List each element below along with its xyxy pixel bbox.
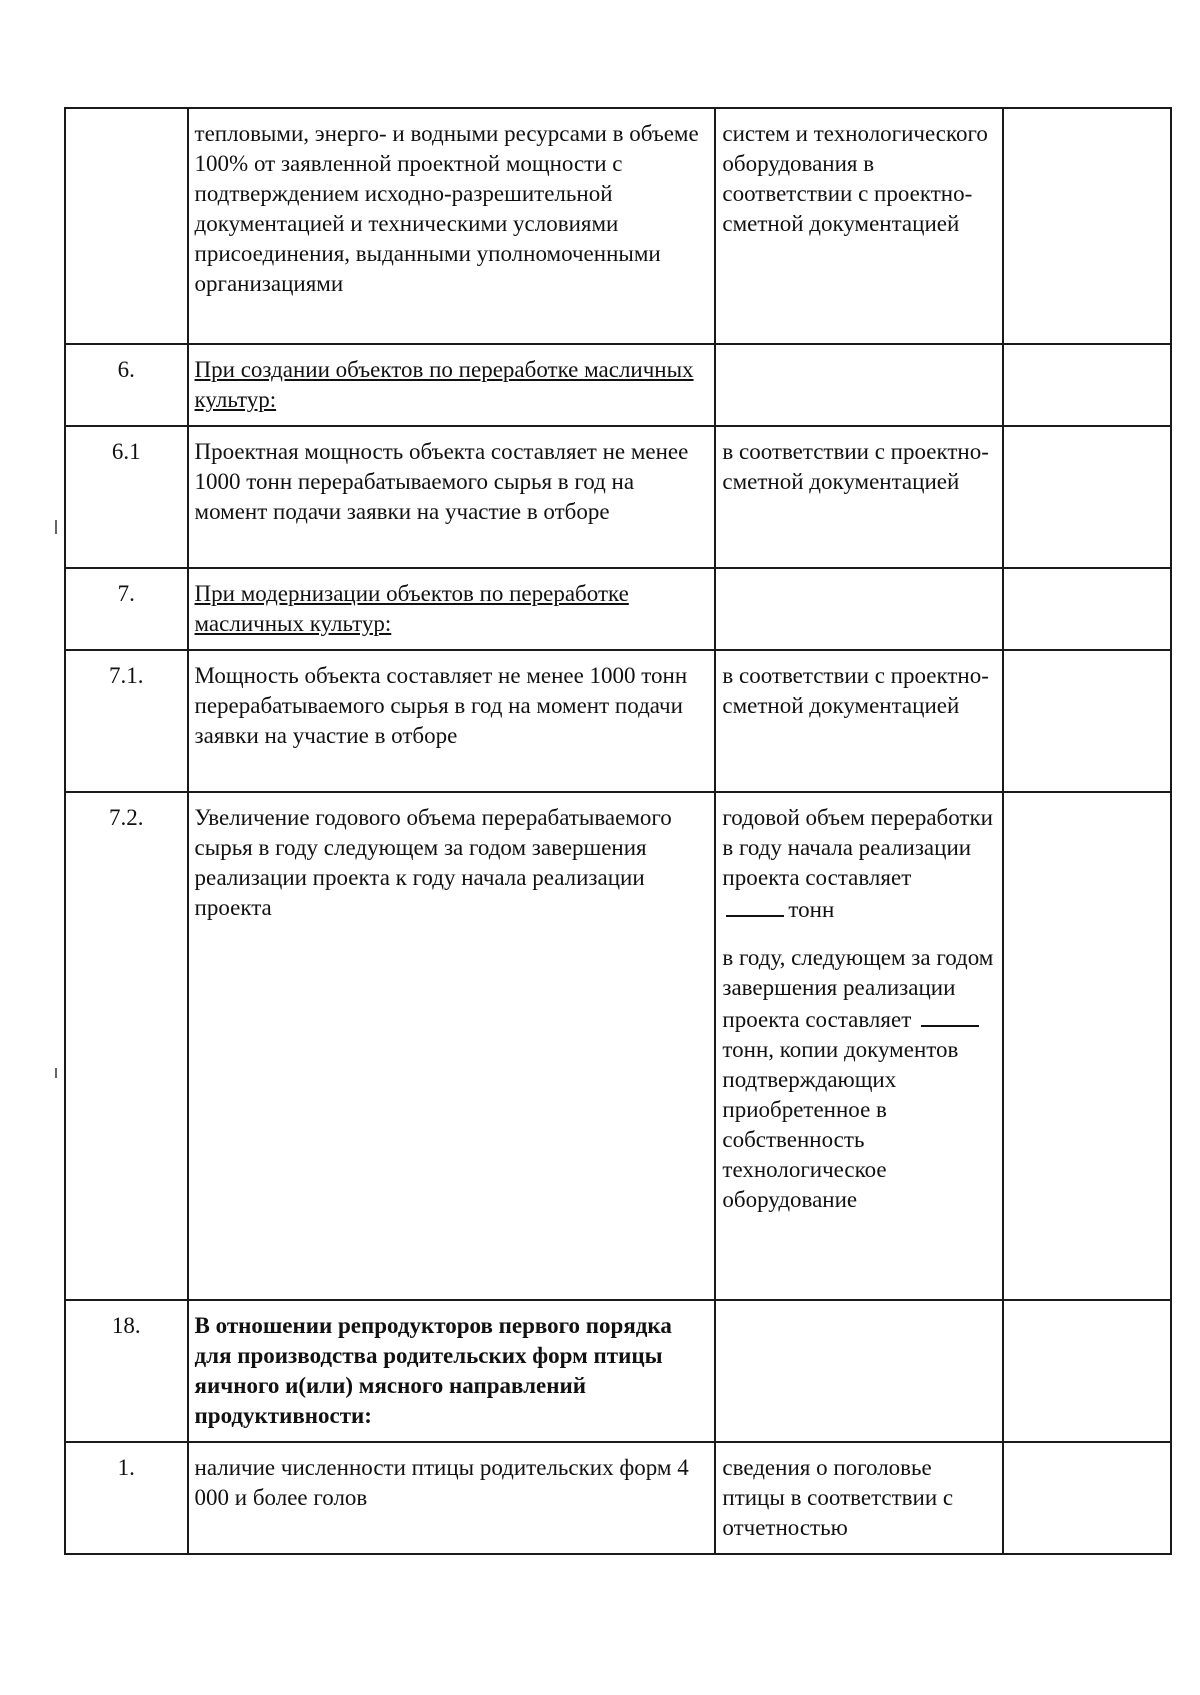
section-heading: При модернизации объектов по переработке масличных культур: [188,568,716,650]
doc-paragraph-start-year [722,803,996,925]
scan-artifact-line [55,1068,57,1078]
table-row [65,650,1171,792]
requirement-text: Мощность объекта составляет не менее 1000 тонн перерабатываемого сырья в год на момент подачи заявки на участие в отборе [188,650,716,792]
table-row [65,344,1171,426]
doc-text: годовой объем переработки в году начала реализации проекта составляет [722,805,993,890]
doc-text: в году, следующем за годом завершения реализации проекта составляет [722,945,994,1032]
row-number: 7. [65,568,188,650]
row-number: 6. [65,344,188,426]
confirming-document: сведения о поголовье птицы в соответствии с отчетностью [715,1442,1003,1554]
blank-line [921,1003,979,1027]
mark-cell [1003,568,1171,650]
table-row [65,1300,1171,1442]
mark-cell [1003,426,1171,568]
blank-line [726,893,784,917]
confirming-document: систем и технологического оборудования в соответствии с проектно-сметной документацией [715,108,1003,344]
mark-cell [1003,1300,1171,1442]
table-row [65,426,1171,568]
row-number: 6.1 [65,426,188,568]
mark-cell [1003,650,1171,792]
doc-paragraph-next-year [722,943,996,1215]
doc-text: тонн [788,897,835,922]
requirement-text: наличие численности птицы родительских форм 4 000 и более голов [188,1442,716,1554]
row-number: 7.1. [65,650,188,792]
table-row [65,108,1171,344]
confirming-document: в соответствии с проектно-сметной документацией [715,650,1003,792]
requirements-table [64,107,1172,1555]
table-row [65,792,1171,1300]
requirement-text: Увеличение годового объема перерабатываемого сырья в году следующем за годом завершения реализации проекта к году начала реализации проекта [188,792,716,1300]
row-number: 7.2. [65,792,188,1300]
confirming-document [715,792,1003,1300]
scan-artifact-line [55,520,57,534]
confirming-document [715,344,1003,426]
mark-cell [1003,344,1171,426]
table-row [65,1442,1171,1554]
doc-text: тонн, копии документов подтверждающих приобретенное в собственность технологическое оборудование [722,1037,959,1212]
requirement-text: Проектная мощность объекта составляет не менее 1000 тонн перерабатываемого сырья в год на момент подачи заявки на участие в отборе [188,426,716,568]
table-row [65,568,1171,650]
row-number: 1. [65,1442,188,1554]
row-number [65,108,188,344]
confirming-document: в соответствии с проектно-сметной документацией [715,426,1003,568]
confirming-document [715,1300,1003,1442]
section-heading: При создании объектов по переработке масличных культур: [188,344,716,426]
section-heading: В отношении репродукторов первого порядка для производства родительских форм птицы яичного и(или) мясного направлений продуктивности: [188,1300,716,1442]
confirming-document [715,568,1003,650]
mark-cell [1003,1442,1171,1554]
row-number: 18. [65,1300,188,1442]
mark-cell [1003,792,1171,1300]
requirement-text: тепловыми, энерго- и водными ресурсами в объеме 100% от заявленной проектной мощности с подтверждением исходно-разрешительной документацией и техническими условиями присоединения, выданными уполномоченными организациями [188,108,716,344]
mark-cell [1003,108,1171,344]
